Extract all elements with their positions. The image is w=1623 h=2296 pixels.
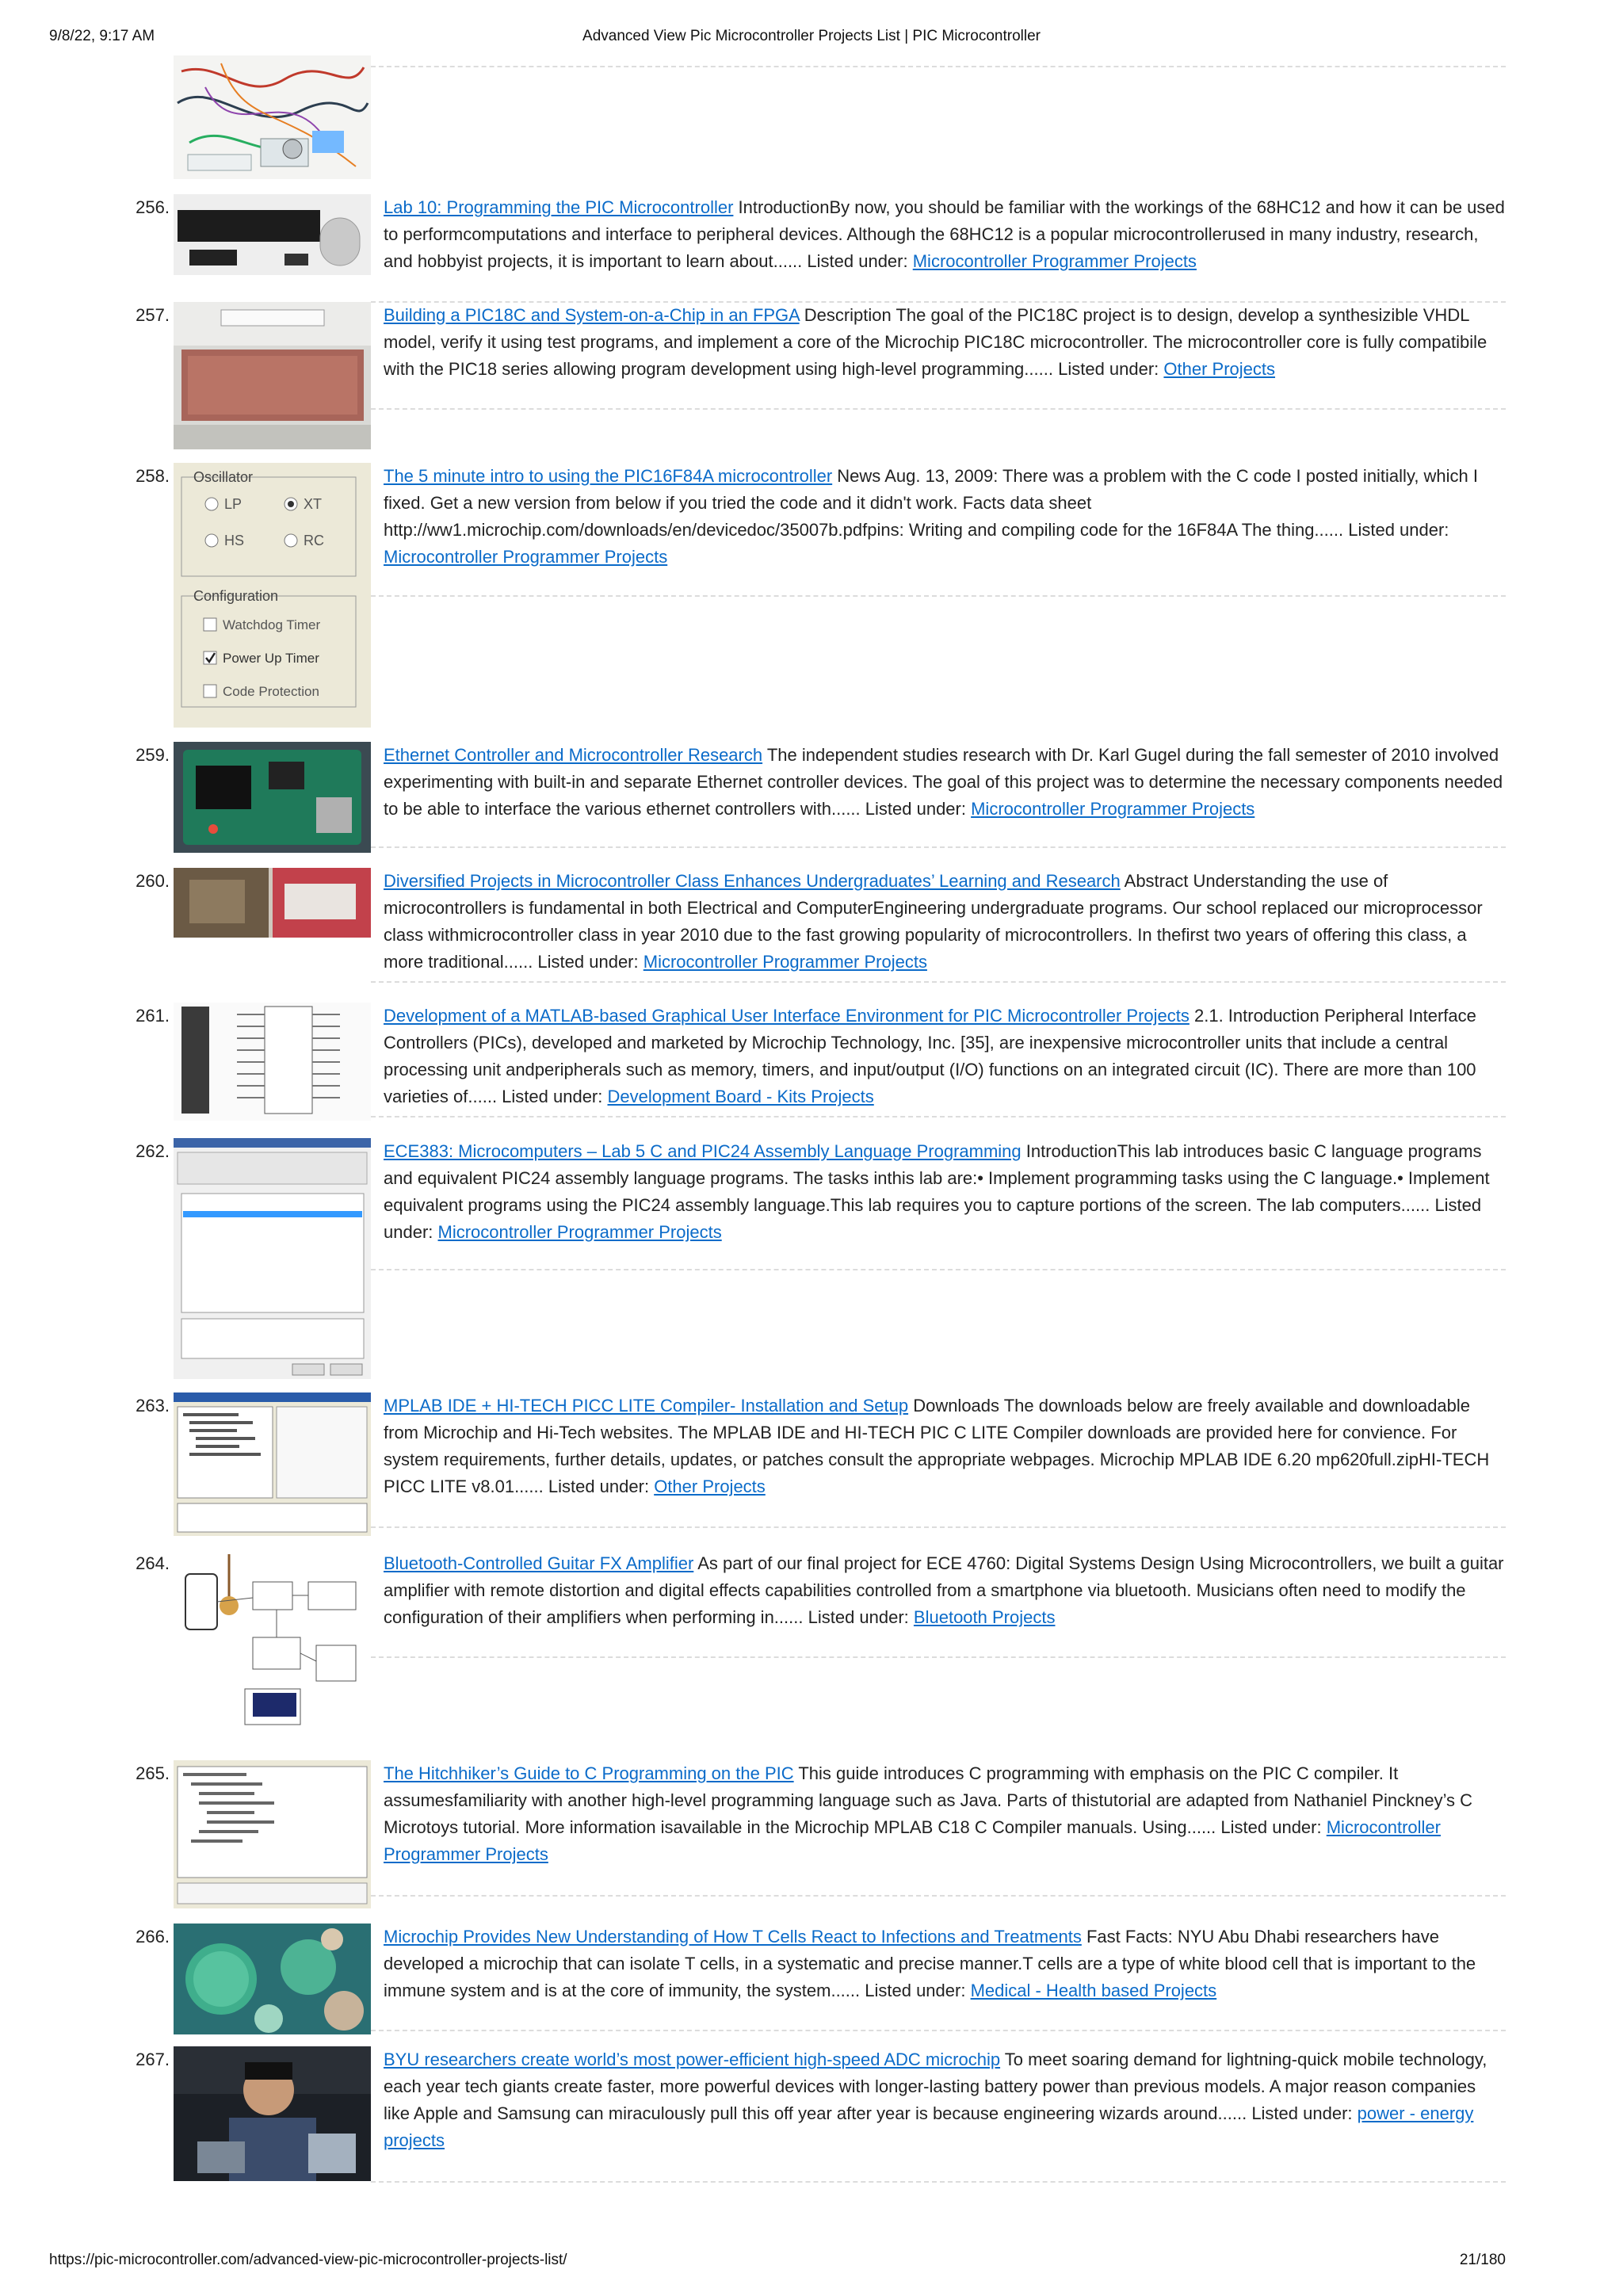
print-page-title: Advanced View Pic Microcontroller Projects List | PIC Microcontroller [582,28,1041,44]
listed-under-label: Listed under: [1251,2103,1353,2123]
entry-description: The independent studies research with Dr. Karl Gugel during the fall semester of 2010 involved experimenting with built-in and separate Ethernet controller devices. The goal of this project was to determine the necessary components needed to be able to interface the various ethernet controllers with...... [384,745,1503,819]
print-page-number: 21/180 [1459,2252,1506,2268]
osc-xt-label: XT [304,496,323,512]
entry-divider [371,2181,1506,2183]
pic-pinout-image [174,1003,371,1121]
entry-number: 259. [136,745,170,765]
entry-thumbnail[interactable] [174,742,371,853]
entry-thumbnail[interactable] [174,302,371,449]
class-projects-image [174,868,371,938]
entry-text [384,742,1506,823]
entry-thumbnail[interactable] [174,2046,371,2181]
entry-category-link[interactable]: Microcontroller Programmer Projects [384,547,668,567]
entry-divider [371,66,1506,67]
entry-description: News Aug. 13, 2009: There was a problem with the C code I posted initially, which I fixed. Get a new version from below if you tried the code and it didn't work. Facts data sheet http://ww1.microchip.com/downloads/en/devicedoc/35007b.pdfpins: Writing and compiling code for the 16F84A The thing...... [384,466,1479,540]
print-datetime: 9/8/22, 9:17 AM [49,28,155,44]
guitar-amp-diagram-image [174,1550,371,1750]
entry-number: 264. [136,1553,170,1573]
mplab-ide-image [174,1392,371,1536]
pic-chip-image [174,194,371,275]
mplab-project-tree-image [174,1760,371,1908]
entry-number: 262. [136,1141,170,1161]
entry-number: 256. [136,197,170,217]
entry-number: 260. [136,871,170,891]
entry-description: To meet soaring demand for lightning-quick mobile technology, each year tech giants create faster, more powerful devices with longer-lasting battery power than previous models. A major reason companies like Apple and Samsung can miraculously pull this off year after year is because engineering wizards around...... [384,2050,1487,2123]
entry-title-link[interactable]: Ethernet Controller and Microcontroller Research [384,745,763,765]
entry-divider [371,1269,1506,1270]
cp-label: Code Protection [223,684,319,699]
listed-under-label: Listed under: [808,1607,909,1627]
entry-number: 265. [136,1763,170,1783]
listed-under-label: Listed under: [1058,359,1159,379]
print-footer [0,2252,1623,2272]
entry-title-link[interactable]: Bluetooth-Controlled Guitar FX Amplifier [384,1553,694,1573]
entry-title-link[interactable]: Microchip Provides New Understanding of How T Cells React to Infections and Treatments [384,1927,1082,1946]
previous-entry-thumbnail [174,55,371,179]
entry-divider [371,981,1506,983]
entry-description: Downloads The downloads below are freely available and downloadable from Microchip and Hi-Tech websites. The MPLAB IDE and HI-TECH PIC C LITE Compiler downloads are provided here for convience. For system requirements, further details, updates, or patches consult the appropriate webpages. Microchip MPLAB IDE 6.20 mp620full.zipHI-TECH PICC LITE v8.01...... [384,1396,1490,1496]
entry-category-link[interactable]: Medical - Health based Projects [970,1981,1217,2000]
entry-divider [371,595,1506,597]
entry-thumbnail[interactable] [174,1760,371,1908]
entry-thumbnail[interactable] [174,1003,371,1121]
fpga-board-image [174,302,371,449]
entry-text [384,1392,1506,1500]
entry-title-link[interactable]: Lab 10: Programming the PIC Microcontroller [384,197,734,217]
entry-title-link[interactable]: ECE383: Microcomputers – Lab 5 C and PIC24 Assembly Language Programming [384,1141,1022,1161]
entry-description: 2.1. Introduction Peripheral Interface Controllers (PICs), developed and marketed by Microchip Technology, Inc. [35], are inexpensive microcontroller units that include a central processing unit andperipherals such as memory, timers, and input/output (I/O) functions on an integrated circuit (IC). There are more than 100 varieties of...... [384,1006,1476,1106]
entry-number: 258. [136,466,170,486]
ide-project-dialog-image [174,1138,371,1379]
entry-description: Abstract Understanding the use of microcontrollers is fundamental in both Electrical and ComputerEngineering undergraduate programs. Our school replaced our microprocessor class withmicrocontroller class in year 2010 due to the fast growing popularity of microcontrollers. In thefirst two years of offering this class, a more traditional...... [384,871,1483,972]
entry-text [384,1550,1506,1631]
entry-category-link[interactable]: Microcontroller Programmer Projects [437,1222,722,1242]
entry-category-link[interactable]: Microcontroller Programmer Projects [912,251,1197,271]
entry-divider [371,1895,1506,1897]
entry-thumbnail[interactable] [174,194,371,275]
entry-thumbnail[interactable] [174,1924,371,2034]
entry-title-link[interactable]: Diversified Projects in Microcontroller Class Enhances Undergraduates’ Learning and Research [384,871,1121,891]
configuration-label: Configuration [193,588,279,604]
print-header [0,28,1623,48]
entry-thumbnail[interactable] [174,1138,371,1379]
entry-text [384,2046,1506,2154]
listed-under-label: Listed under: [502,1087,603,1106]
wdt-label: Watchdog Timer [223,617,321,632]
entry-title-link[interactable]: Development of a MATLAB-based Graphical User Interface Environment for PIC Microcontroller Projects [384,1006,1190,1026]
listed-under-label: Listed under: [1220,1817,1322,1837]
entry-description: IntroductionThis lab introduces basic C language programs and equivalent PIC24 assembly language programs. The tasks inthis lab are:• Implement programming tasks using the C language.• Implement equivalent programs using the PIC24 assembly language.This lab requires you to capture portions of the screen. The lab computers...... [384,1141,1490,1215]
entry-number: 257. [136,305,170,325]
t-cells-image [174,1924,371,2034]
listed-under-label: Listed under: [1348,520,1449,540]
entry-title-link[interactable]: BYU researchers create world’s most power-efficient high-speed ADC microchip [384,2050,1001,2069]
entry-text [384,1760,1506,1868]
osc-rc-label: RC [304,533,324,548]
entry-thumbnail[interactable] [174,1392,371,1536]
listed-under-label: Listed under: [548,1477,650,1496]
print-url: https://pic-microcontroller.com/advanced-view-pic-microcontroller-projects-list/ [49,2252,567,2268]
entry-category-link[interactable]: Development Board - Kits Projects [607,1087,874,1106]
osc-hs-label: HS [224,533,245,548]
entry-text [384,1138,1506,1246]
byu-researcher-image [174,2046,371,2181]
entry-description: IntroductionBy now, you should be familiar with the workings of the 68HC12 and how it can be used to performcomputations and interface to peripheral devices. Although the 68HC12 is a popular microcontrollerused in many industry, research, and hobbyist projects, it is important to learn about...... [384,197,1505,271]
listed-under-label: Listed under: [384,1195,1482,1242]
entry-divider [371,1656,1506,1658]
oscillator-label: Oscillator [193,469,254,485]
entry-category-link[interactable]: Bluetooth Projects [913,1607,1056,1627]
entry-title-link[interactable]: MPLAB IDE + HI-TECH PICC LITE Compiler- Installation and Setup [384,1396,909,1415]
entry-category-link[interactable]: Microcontroller Programmer Projects [971,799,1255,819]
listed-under-label: Listed under: [807,251,908,271]
entry-thumbnail[interactable] [174,1550,371,1750]
entry-divider [371,2030,1506,2031]
entry-divider [371,846,1506,848]
breadboard-wiring-image [174,55,371,179]
entry-title-link[interactable]: Building a PIC18C and System-on-a-Chip in an FPGA [384,305,800,325]
entry-text [384,194,1506,275]
entry-description: Description The goal of the PIC18C project is to design, develop a synthesizible VHDL model, verify it using test programs, and implement a core of the Microchip PIC18C microcontroller. The microcontroller core is fully compatibile with the PIC18 series allowing program development using high-level programming...... [384,305,1487,379]
entry-category-link[interactable]: Other Projects [654,1477,766,1496]
entry-category-link[interactable]: Microcontroller Programmer Projects [384,1817,1441,1864]
entry-divider [371,408,1506,410]
entry-category-link[interactable]: power - energy projects [384,2103,1474,2150]
entry-description: Fast Facts: NYU Abu Dhabi researchers have developed a microchip that can isolate T cells, in a systematic and precise manner.T cells are a type of white blood cell that is important to the immune system and is at the core of immunity, the system...... [384,1927,1476,2000]
entry-text [384,1003,1506,1110]
entry-divider [371,1116,1506,1117]
entry-category-link[interactable]: Microcontroller Programmer Projects [643,952,927,972]
listed-under-label: Listed under: [865,1981,966,2000]
entry-number: 261. [136,1006,170,1026]
config-bits-dialog-image [174,463,371,728]
entry-number: 263. [136,1396,170,1415]
entry-text [384,302,1506,383]
entry-thumbnail[interactable] [174,463,371,728]
entry-number: 267. [136,2050,170,2069]
entry-title-link[interactable]: The Hitchhiker’s Guide to C Programming on the PIC [384,1763,794,1783]
entry-description: This guide introduces C programming with emphasis on the PIC C compiler. It assumesfamiliarity with another high-level programming language such as Java. Parts of thistutorial are adapted from Nathaniel Pinckney’s C Microtoys tutorial. More information isavailable in the Microchip MPLAB C18 C Compiler manuals. Using...... [384,1763,1473,1837]
entry-text [384,868,1506,976]
entry-description: As part of our final project for ECE 4760: Digital Systems Design Using Microcontrollers, we built a guitar amplifier with remote distortion and digital effects capabilities controlled from a smartphone via bluetooth. Musicians often need to modify the configuration of their amplifiers when performing in...... [384,1553,1504,1627]
listed-under-label: Listed under: [865,799,966,819]
entry-title-link[interactable]: The 5 minute intro to using the PIC16F84A microcontroller [384,466,833,486]
entry-divider [371,1526,1506,1528]
entry-thumbnail[interactable] [174,868,371,938]
entry-text [384,1924,1506,2004]
ethernet-board-image [174,742,371,853]
osc-lp-label: LP [224,496,242,512]
entry-text [384,463,1506,571]
entry-number: 266. [136,1927,170,1946]
entry-category-link[interactable]: Other Projects [1163,359,1276,379]
pwrt-label: Power Up Timer [223,651,319,666]
listed-under-label: Listed under: [537,952,639,972]
